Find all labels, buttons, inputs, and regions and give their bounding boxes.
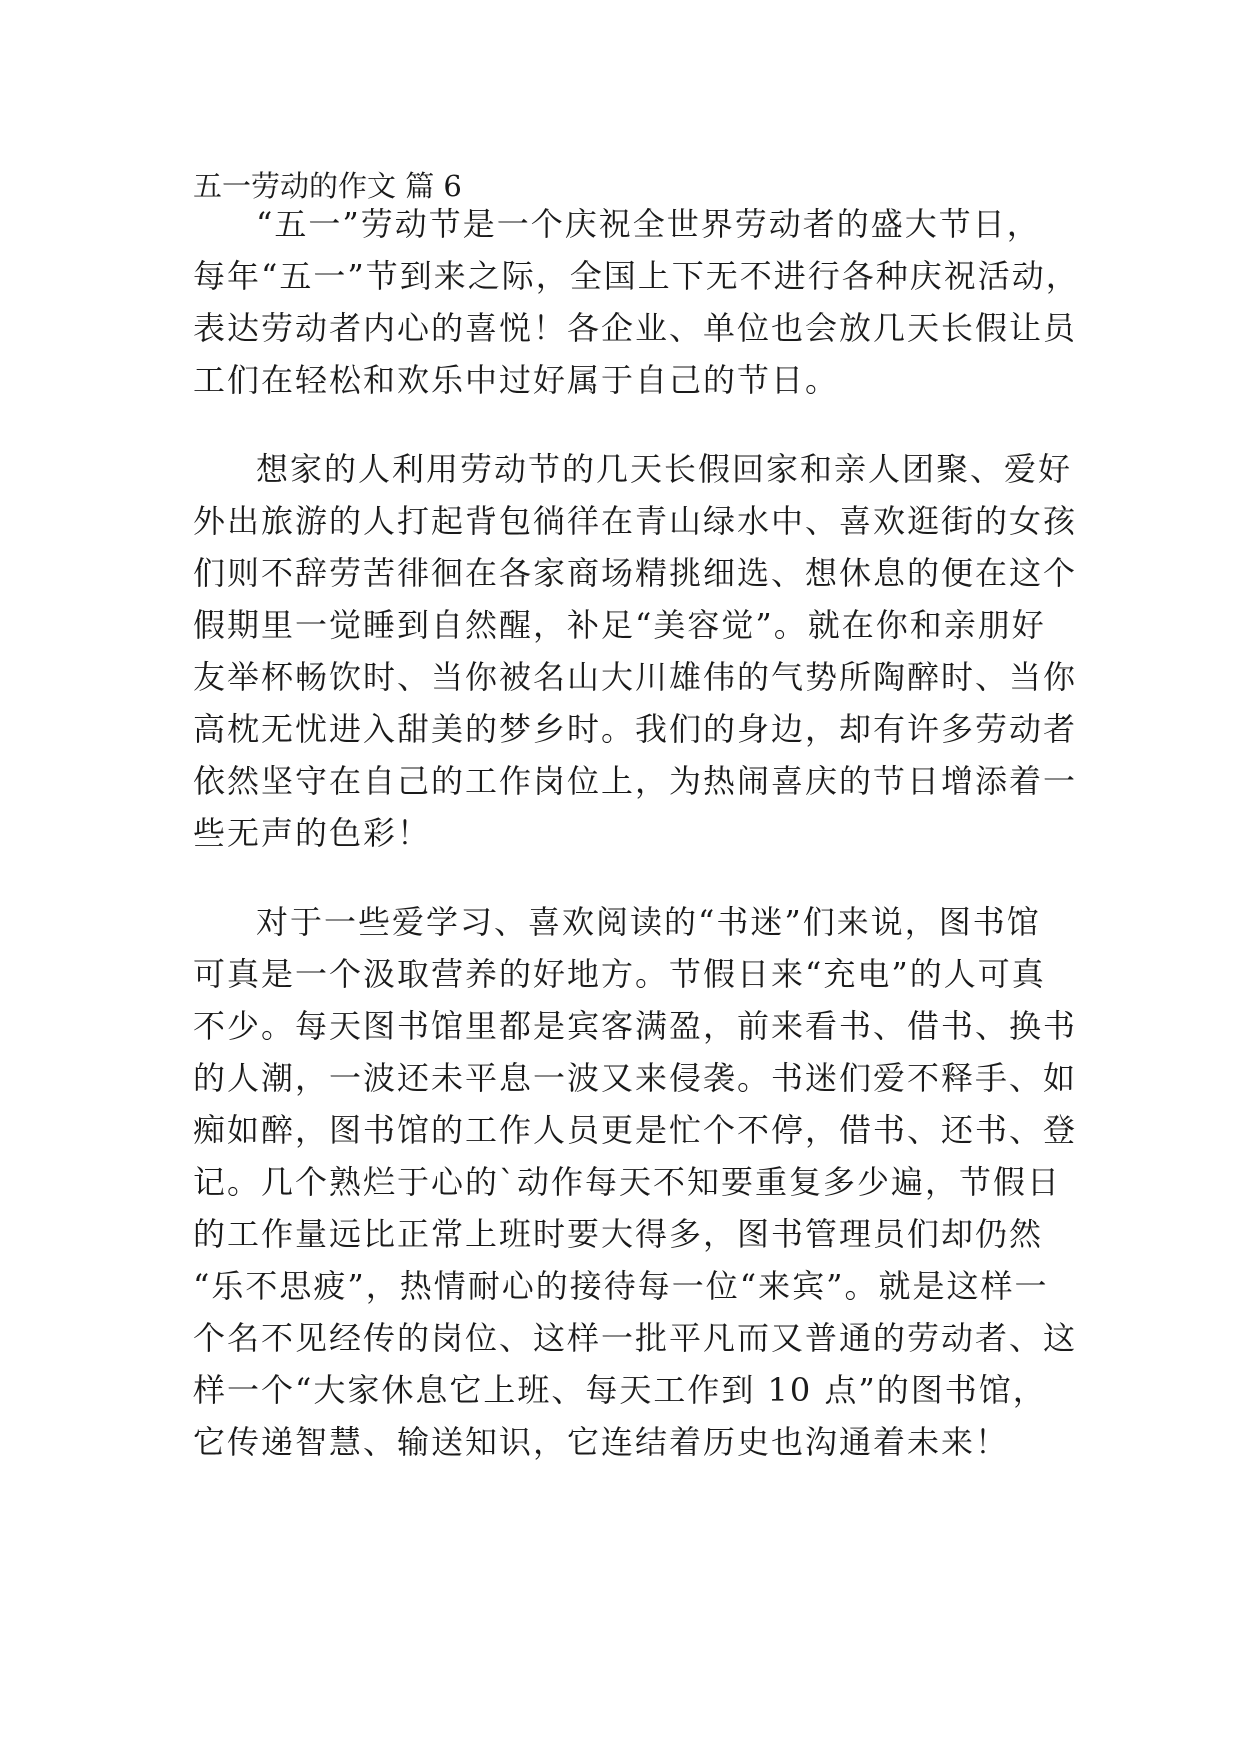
paragraph-2-line-6: 高枕无忧进入甜美的梦乡时。我们的身边，却有许多劳动者 [193,710,1078,748]
paragraph-2-line-8: 些无声的色彩！ [193,814,432,852]
paragraph-3-line-3: 不少。每天图书馆里都是宾客满盈，前来看书、借书、换书 [193,1007,1078,1045]
paragraph-3-line-9: 个名不见经传的岗位、这样一批平凡而又普通的劳动者、这 [193,1319,1078,1357]
paragraph-3-line-2: 可真是一个汲取营养的好地方。节假日来“充电”的人可真 [193,955,1046,993]
paragraph-3-line-8: “乐不思疲”，热情耐心的接待每一位“来宾”。就是这样一 [193,1267,1049,1305]
paragraph-2-line-3: 们则不辞劳苦徘徊在各家商场精挑细选、想休息的便在这个 [193,554,1078,592]
paragraph-1-line-2: 每年“五一”节到来之际，全国上下无不进行各种庆祝活动， [193,257,1080,295]
paragraph-3-line-4: 的人潮，一波还未平息一波又来侵袭。书迷们爱不释手、如 [193,1059,1078,1097]
paragraph-3-line-7: 的工作量远比正常上班时要大得多，图书管理员们却仍然 [193,1215,1044,1253]
paragraph-1-line-3: 表达劳动者内心的喜悦！各企业、单位也会放几天长假让员 [193,309,1078,347]
paragraph-3-line-6: 记。几个熟烂于心的`动作每天不知要重复多少遍，节假日 [193,1163,1062,1201]
paragraph-3-line-1: 对于一些爱学习、喜欢阅读的“书迷”们来说，图书馆 [256,903,1041,941]
paragraph-2-line-4: 假期里一觉睡到自然醒，补足“美容觉”。就在你和亲朋好 [193,606,1046,644]
paragraph-1-line-1: “五一”劳动节是一个庆祝全世界劳动者的盛大节日， [256,205,1041,243]
paragraph-2-line-7: 依然坚守在自己的工作岗位上，为热闹喜庆的节日增添着一 [193,762,1078,800]
paragraph-1-line-4: 工们在轻松和欢乐中过好属于自己的节日。 [193,361,840,399]
document-title: 五一劳动的作文 篇 6 [193,169,462,203]
paragraph-3-line-10: 样一个“大家休息它上班、每天工作到 10 点”的图书馆， [193,1371,1047,1409]
paragraph-3-line-11: 它传递智慧、输送知识，它连结着历史也沟通着未来！ [193,1423,1010,1461]
paragraph-2-line-2: 外出旅游的人打起背包徜徉在青山绿水中、喜欢逛街的女孩 [193,502,1078,540]
paragraph-2-line-1: 想家的人利用劳动节的几天长假回家和亲人团聚、爱好 [256,450,1073,488]
paragraph-3-line-5: 痴如醉，图书馆的工作人员更是忙个不停，借书、还书、登 [193,1111,1078,1149]
paragraph-2-line-5: 友举杯畅饮时、当你被名山大川雄伟的气势所陶醉时、当你 [193,658,1078,696]
